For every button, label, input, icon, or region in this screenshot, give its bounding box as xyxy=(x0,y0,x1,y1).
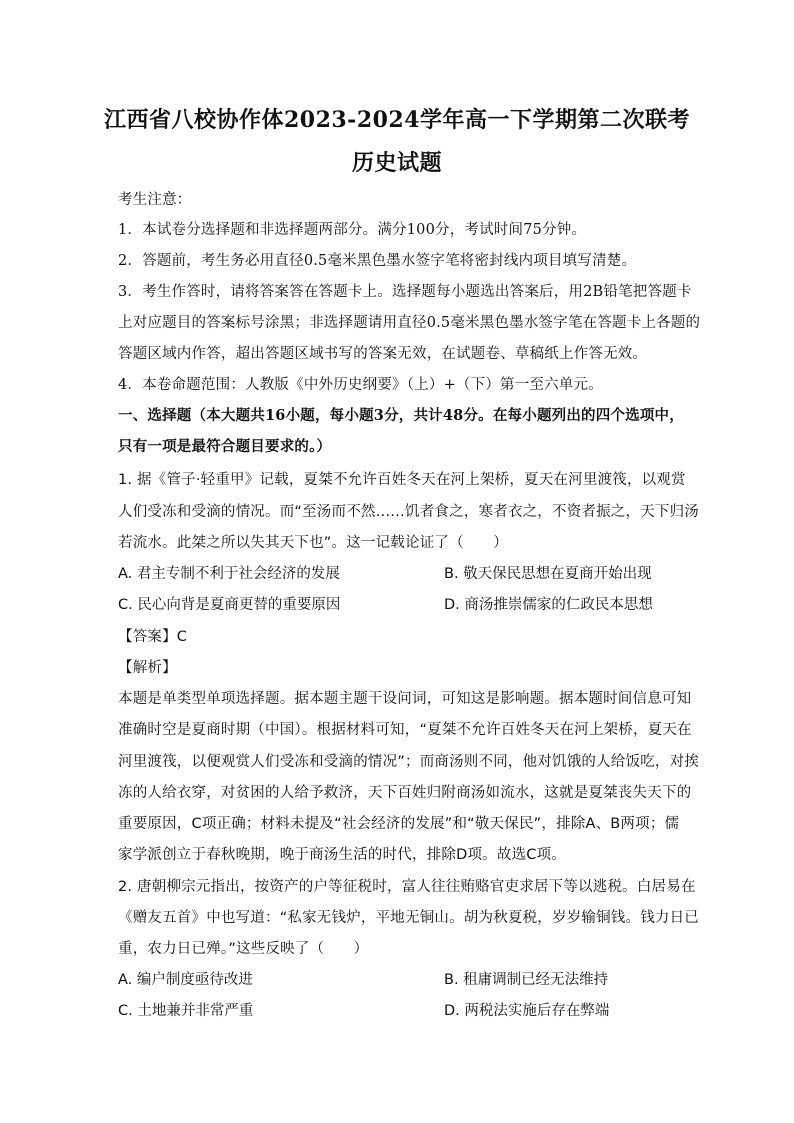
notice-item-2: 2．答题前，考生务必用直径0.5毫米黑色墨水签字笔将密封线内项目填写清楚。 xyxy=(118,253,637,269)
question-1-option-d: D. 商汤推崇儒家的仁政民本思想 xyxy=(444,597,653,613)
question-2-line-3: 重，农力日已殚。”这些反映了（ ） xyxy=(118,941,369,957)
question-1-line-1: 1. 据《管子·轻重甲》记载，夏桀不允许百姓冬天在河上架桥，夏天在河里渡筏，以观赏 xyxy=(118,472,686,488)
exam-subtitle: 历史试题 xyxy=(351,150,442,176)
question-1-answer: 【答案】C xyxy=(118,629,188,645)
exam-title: 江西省八校协作体2023-2024学年高一下学期第二次联考 xyxy=(103,107,691,133)
question-1-analysis-label: 【解析】 xyxy=(118,660,177,676)
question-1-analysis-line-4: 冻的人给衣穿，对贫困的人给予救济，天下百姓归附商汤如流水，这就是夏桀丧失天下的 xyxy=(118,785,692,801)
question-1-analysis-line-6: 家学派创立于春秋晚期，晚于商汤生活的时代，排除D项。故选C项。 xyxy=(118,847,566,863)
question-1-analysis-line-5: 重要原因，C项正确；材料未提及“社会经济的发展”和“敬天保民”，排除A、B两项；儒 xyxy=(118,816,680,832)
question-2-option-b: B. 租庸调制已经无法维持 xyxy=(444,972,609,988)
question-1-analysis-line-1: 本题是单类型单项选择题。据本题主题干设问词，可知这是影响题。据本题时间信息可知 xyxy=(118,691,692,707)
question-2-line-1: 2. 唐朝柳宗元指出，按资产的户等征税时，富人往往贿赂官吏求居下等以逃税。白居易在 xyxy=(118,879,696,895)
notice-item-3-line-3: 答题区域内作答，超出答题区域书写的答案无效，在试题卷、草稿纸上作答无效。 xyxy=(118,346,648,362)
notice-item-1: 1．本试卷分选择题和非选择题两部分。满分100分，考试时间75分钟。 xyxy=(118,222,587,238)
section-heading-line-2: 只有一项是最符合题目要求的。） xyxy=(118,438,332,455)
question-1-line-3: 若流水。此桀之所以失其天下也”。这一记载论证了（ ） xyxy=(118,535,508,551)
question-1-analysis-line-3: 河里渡筏，以便观赏人们受冻和受滴的情况”；而商汤则不同，他对饥饿的人给饭吃，对挨 xyxy=(118,754,700,770)
section-heading-line-1: 一、选择题（本大题共16小题，每小题3分，共计48分。在每小题列出的四个选项中， xyxy=(118,407,684,424)
question-2-option-a: A. 编户制度亟待改进 xyxy=(118,972,253,988)
notice-item-4: 4．本卷命题范围：人教版《中外历史纲要》（上）+（下）第一至六单元。 xyxy=(118,377,603,393)
question-1-line-2: 人们受冻和受滴的情况。而“至汤而不然……饥者食之，寒者衣之，不资者振之，天下归汤 xyxy=(118,504,700,520)
question-2-option-d: D. 两税法实施后存在弊端 xyxy=(444,1003,610,1019)
question-1-option-a: A. 君主专制不利于社会经济的发展 xyxy=(118,566,340,582)
question-1-analysis-line-2: 准确时空是夏商时期（中国）。根据材料可知，“夏桀不允许百姓冬天在河上架桥，夏天在 xyxy=(118,722,692,738)
question-2-option-c: C. 土地兼并非常严重 xyxy=(118,1003,254,1019)
question-1-option-b: B. 敬天保民思想在夏商开始出现 xyxy=(444,566,652,582)
question-1-option-c: C. 民心向背是夏商更替的重要原因 xyxy=(118,597,341,613)
question-2-line-2: 《赠友五首》中也写道：“私家无钱炉，平地无铜山。胡为秋夏税，岁岁输铜钱。钱力日已 xyxy=(118,910,700,926)
notice-heading: 考生注意： xyxy=(118,192,192,208)
notice-item-3-line-1: 3．考生作答时，请将答案答在答题卡上。选择题每小题选出答案后，用2B铅笔把答题卡 xyxy=(118,284,692,300)
notice-item-3-line-2: 上对应题目的答案标号涂黑；非选择题请用直径0.5毫米黑色墨水签字笔在答题卡上各题的 xyxy=(118,315,701,331)
